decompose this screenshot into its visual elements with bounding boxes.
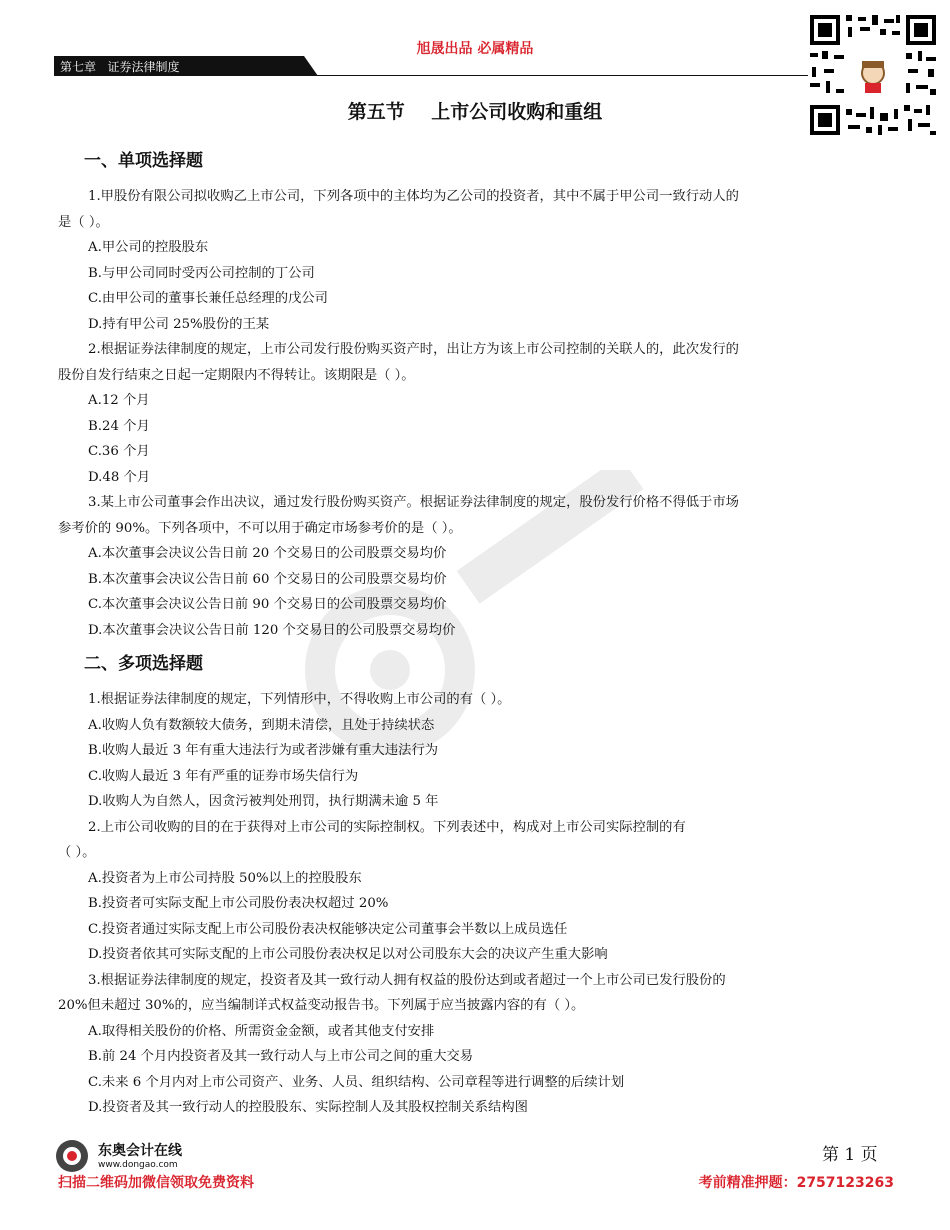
option-item: B.投资者可实际支配上市公司股份表决权超过 20% [88, 896, 389, 911]
option-item: C.由甲公司的董事长兼任总经理的戊公司 [88, 291, 328, 306]
question-line: 3.根据证券法律制度的规定，投资者及其一致行动人拥有权益的股份达到或者超过一个上市公司已发行股份的 [88, 972, 726, 988]
header-rule [54, 75, 864, 76]
option-item: D.本次董事会决议公告日前 120 个交易日的公司股票交易均价 [88, 622, 456, 638]
question-stem [0, 968, 950, 1019]
section-title: 第五节 上市公司收购和重组 [347, 101, 603, 123]
chapter-label: 第七章 证券法律制度 [60, 60, 180, 74]
question-stem [0, 337, 950, 388]
section-heading: 一、单项选择题 [84, 151, 203, 171]
question-stem [0, 687, 950, 713]
option-item: A.12 个月 [88, 393, 150, 408]
footer-url: www.dongao.com [98, 1160, 178, 1170]
option-item: B.24 个月 [88, 418, 150, 434]
section-multiple-choice [0, 651, 950, 1121]
section-heading: 二、多项选择题 [84, 654, 203, 674]
question-stem [0, 815, 950, 866]
option-item: B.收购人最近 3 年有重大违法行为或者涉嫌有重大违法行为 [88, 743, 439, 758]
chapter-header [54, 56, 864, 76]
option-item: D.48 个月 [88, 469, 151, 485]
question-line: 是（ ）。 [58, 214, 109, 230]
question-line: 3.某上市公司董事会作出决议，通过发行股份购买资产。根据证券法律制度的规定，股份发行价格不得低于市场 [88, 495, 739, 510]
page-number: 第 1 页 [822, 1145, 878, 1165]
question-line: 1.甲股份有限公司拟收购乙上市公司，下列各项中的主体均为乙公司的投资者，其中不属于甲公司一致行动人的 [88, 189, 739, 204]
question-line: 2.根据证券法律制度的规定，上市公司发行股份购买资产时，出让方为该上市公司控制的关联人的，此次发行的 [88, 342, 739, 357]
option-item: D.收购人为自然人，因贪污被判处刑罚，执行期满未逾 5 年 [88, 794, 439, 809]
option-item: A.投资者为上市公司持股 50%以上的控股股东 [88, 870, 362, 886]
option-item: C.未来 6 个月内对上市公司资产、业务、人员、组织结构、公司章程等进行调整的后续计划 [88, 1074, 625, 1090]
option-item: D.投资者及其一致行动人的控股股东、实际控制人及其股权控制关系结构图 [88, 1100, 528, 1115]
option-item: C.投资者通过实际支配上市公司股份表决权能够决定公司董事会半数以上成员选任 [88, 921, 568, 937]
question-stem [0, 184, 950, 235]
option-item: A.甲公司的控股股东 [88, 240, 209, 255]
question-line: 参考价的 90%。下列各项中，不可以用于确定市场参考价的是（ ）。 [58, 520, 462, 536]
option-item: D.投资者依其可实际支配的上市公司股份表决权足以对公司股东大会的决议产生重大影响 [88, 947, 608, 962]
option-item: B.与甲公司同时受丙公司控制的丁公司 [88, 265, 315, 281]
option-item: A.本次董事会决议公告日前 20 个交易日的公司股票交易均价 [88, 546, 447, 561]
question-line: 股份自发行结束之日起一定期限内不得转让。该期限是（ ）。 [58, 367, 415, 383]
option-item: C.收购人最近 3 年有严重的证券市场失信行为 [88, 768, 359, 784]
question-content [0, 148, 950, 1121]
question-line: 1.根据证券法律制度的规定，下列情形中，不得收购上市公司的有（ ）。 [88, 692, 511, 707]
option-item: C.36 个月 [88, 444, 150, 459]
option-item: D.持有甲公司 25%股份的王某 [88, 316, 270, 332]
option-item: A.收购人负有数额较大债务，到期未清偿，且处于持续状态 [88, 717, 435, 733]
footer-promo-right: 考前精准押题：2757123263 [698, 1175, 894, 1191]
question-line: （ ）。 [58, 845, 96, 860]
option-item: B.前 24 个月内投资者及其一致行动人与上市公司之间的重大交易 [88, 1049, 474, 1064]
top-banner: 旭晟出品 必属精品 [416, 41, 534, 57]
option-item: B.本次董事会决议公告日前 60 个交易日的公司股票交易均价 [88, 571, 447, 587]
question-line: 20%但未超过 30%的，应当编制详式权益变动报告书。下列属于应当披露内容的有（ ）。 [58, 998, 585, 1013]
footer-brand: 东奥会计在线 [98, 1143, 182, 1159]
question-stem [0, 490, 950, 541]
question-line: 2.上市公司收购的目的在于获得对上市公司的实际控制权。下列表述中，构成对上市公司实际控制的有 [88, 819, 686, 835]
option-item: C.本次董事会决议公告日前 90 个交易日的公司股票交易均价 [88, 597, 447, 612]
footer-promo-left: 扫描二维码加微信领取免费资料 [58, 1175, 254, 1191]
section-single-choice [0, 148, 950, 643]
option-item: A.取得相关股份的价格、所需资金金额，或者其他支付安排 [88, 1023, 435, 1039]
